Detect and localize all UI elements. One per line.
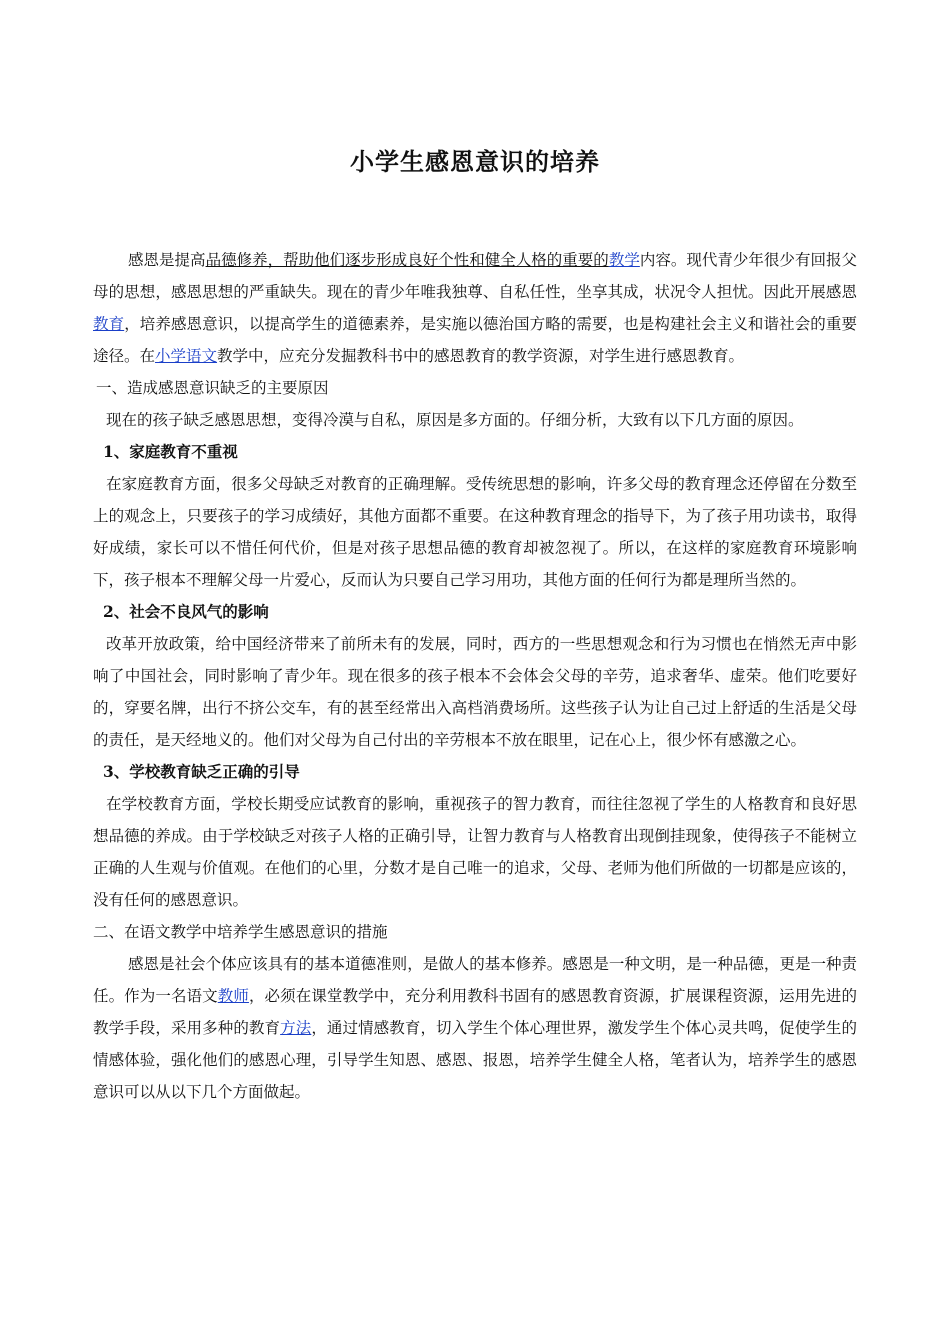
link-jiaoxue[interactable]: 教学 <box>608 251 640 269</box>
link-xiaoxue-yuwen[interactable]: 小学语文 <box>155 347 218 365</box>
document-title: 小学生感恩意识的培养 <box>350 147 600 176</box>
paragraph-school-guidance: 在学校教育方面，学校长期受应试教育的影响，重视孩子的智力教育，而往往忽视了学生的人格教育和良好思想品德的养成。由于学校缺乏对孩子人格的正确引导，让智力教育与人格教育出现倒挂现象，使得孩子不能树立正确的人生观与价值观。在他们的心里，分数才是自己唯一的追求，父母、老师为他们所做的一切都是应该的，没有任何的感恩意识。 <box>93 795 857 909</box>
section1-heading: 一、造成感恩意识缺乏的主要原因 <box>96 379 329 397</box>
intro-text-1: 感恩是提高 <box>128 251 206 269</box>
intro-text-4: 教学中，应充分发掘教科书中的感恩教育的教学资源，对学生进行感恩教育。 <box>217 347 745 365</box>
section2-heading: 二、在语文教学中培养学生感恩意识的措施 <box>93 923 388 941</box>
section1-lead: 现在的孩子缺乏感恩思想，变得冷漠与自私，原因是多方面的。仔细分析，大致有以下几方面的原因。 <box>106 411 804 429</box>
section2-text-3: ，通过情感教育，切入学生个体心理世界，激发学生个体心灵共鸣，促使学生的情感体验，强化他们的感恩心理，引导学生知恩、感恩、报恩，培养学生健全人格，笔者认为，培养学生的感恩意识可以从以下几个方面做起。 <box>93 1019 857 1101</box>
subheading-family-education: 1、家庭教育不重视 <box>103 442 238 461</box>
intro-text-2: 内容。现代青少年很少有回报父母的思想，感恩思想的严重缺失。现在的青少年唯我独尊、自私任性，坐享其成，状况令人担忧。因此开展感恩 <box>93 251 857 301</box>
link-jiaoyu[interactable]: 教育 <box>93 315 125 333</box>
link-fangfa[interactable]: 方法 <box>280 1019 312 1037</box>
section2-text-2: ，必须在课堂教学中，充分利用教科书固有的感恩教育资源，扩展课程资源，运用先进的教学手段，采用多种的教育 <box>93 987 857 1037</box>
paragraph-social-influence: 改革开放政策，给中国经济带来了前所未有的发展，同时，西方的一些思想观念和行为习惯也在悄然无声中影响了中国社会，同时影响了青少年。现在很多的孩子根本不会体会父母的辛劳，追求奢华、虚荣。他们吃要好的，穿要名牌，出行不挤公交车，有的甚至经常出入高档消费场所。这些孩子认为让自己过上舒适的生活是父母的责任，是天经地义的。他们对父母为自己付出的辛劳根本不放在眼里，记在心上，很少怀有感激之心。 <box>93 635 857 749</box>
intro-text-3: ，培养感恩意识，以提高学生的道德素养，是实施以德治国方略的需要，也是构建社会主义和谐社会的重要途径。在 <box>93 315 857 365</box>
intro-paragraph <box>93 244 857 372</box>
link-jiaoshi[interactable]: 教师 <box>217 987 249 1005</box>
intro-underlined-text: 品德修养，帮助他们逐步形成良好个性和健全人格的重要的 <box>205 251 609 269</box>
section2-text-1: 感恩是社会个体应该具有的基本道德准则，是做人的基本修养。感恩是一种文明，是一种品德，更是一种责任。作为一名语文 <box>93 955 857 1005</box>
subheading-social-influence: 2、社会不良风气的影响 <box>103 602 269 621</box>
section2-paragraph <box>93 948 857 1108</box>
paragraph-family-education: 在家庭教育方面，很多父母缺乏对教育的正确理解。受传统思想的影响，许多父母的教育理念还停留在分数至上的观念上，只要孩子的学习成绩好，其他方面都不重要。在这种教育理念的指导下，为了孩子用功读书，取得好成绩，家长可以不惜任何代价，但是对孩子思想品德的教育却被忽视了。所以，在这样的家庭教育环境影响下，孩子根本不理解父母一片爱心，反而认为只要自己学习用功，其他方面的任何行为都是理所当然的。 <box>93 475 857 589</box>
subheading-school-guidance: 3、学校教育缺乏正确的引导 <box>103 762 300 781</box>
document-body <box>93 244 857 1108</box>
